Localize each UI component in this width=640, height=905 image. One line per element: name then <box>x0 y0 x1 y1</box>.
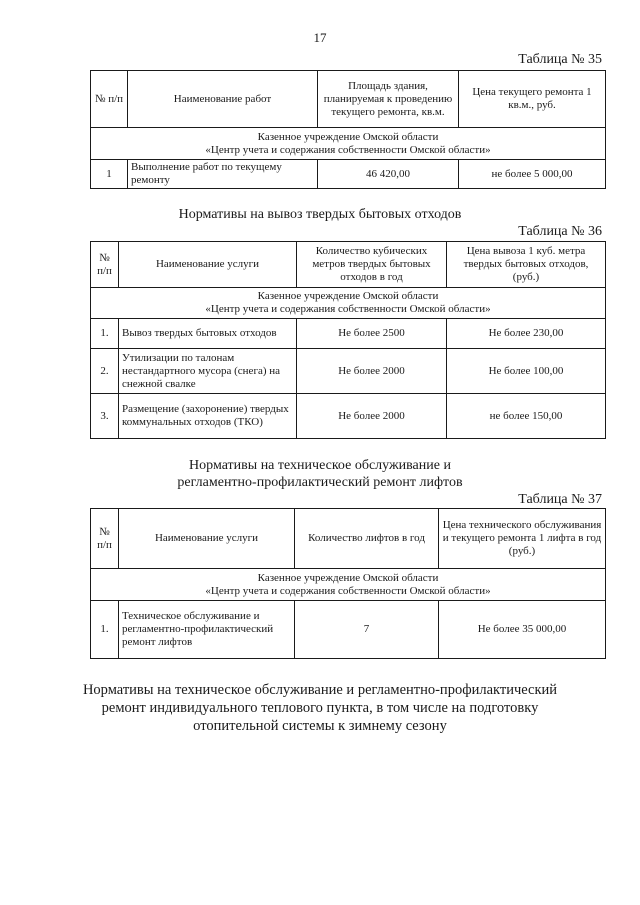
header-price: Цена текущего ремонта 1 кв.м., руб. <box>459 71 606 128</box>
row-price: Не более 35 000,00 <box>439 601 606 659</box>
org-name <box>91 288 606 319</box>
heading-38-line-2: ремонт индивидуального теплового пункта, в том числе на подготовку <box>101 700 539 716</box>
row-num: 3. <box>91 394 119 439</box>
table-35 <box>90 70 606 189</box>
org-row <box>91 569 606 601</box>
org-name <box>91 569 606 601</box>
row-num: 2. <box>91 349 119 394</box>
row-qty: Не более 2000 <box>297 349 447 394</box>
header-num: № п/п <box>91 242 119 288</box>
row-price: не более 5 000,00 <box>459 160 606 189</box>
org-line-1: Казенное учреждение Омской области <box>257 571 439 584</box>
table-header-row <box>91 242 606 288</box>
table-row <box>91 349 606 394</box>
heading-36: Нормативы на вывоз твердых бытовых отходов <box>178 207 462 222</box>
heading-37 <box>0 457 640 491</box>
org-line-2: «Центр учета и содержания собственности Омской области» <box>205 143 491 156</box>
row-name: Вывоз твердых бытовых отходов <box>119 319 297 349</box>
row-area: 46 420,00 <box>318 160 459 189</box>
org-line-2: «Центр учета и содержания собственности Омской области» <box>205 584 491 597</box>
header-name: Наименование услуги <box>119 509 295 569</box>
row-name: Размещение (захоронение) твердых коммунальных отходов (ТКО) <box>119 394 297 439</box>
header-num: № п/п <box>91 509 119 569</box>
org-line-1: Казенное учреждение Омской области <box>257 130 439 143</box>
heading-38-line-3: отопительной системы к зимнему сезону <box>193 718 447 734</box>
row-qty: 7 <box>295 601 439 659</box>
header-name: Наименование работ <box>128 71 318 128</box>
table-36 <box>90 241 606 439</box>
header-qty: Количество лифтов в год <box>295 509 439 569</box>
row-name: Утилизации по талонам нестандартного мусора (снега) на снежной свалке <box>119 349 297 394</box>
row-price: Не более 100,00 <box>447 349 606 394</box>
heading-37-line-1: Нормативы на техническое обслуживание и <box>189 458 451 473</box>
org-row <box>91 128 606 160</box>
row-name: Выполнение работ по текущему ремонту <box>128 160 318 189</box>
heading-38 <box>0 681 640 735</box>
header-price: Цена вывоза 1 куб. метра твердых бытовых отходов, (руб.) <box>447 242 606 288</box>
table-37 <box>90 508 606 659</box>
header-qty: Количество кубических метров твердых бытовых отходов в год <box>297 242 447 288</box>
row-qty: Не более 2000 <box>297 394 447 439</box>
org-name <box>91 128 606 160</box>
row-num: 1 <box>91 160 128 189</box>
table-36-label: Таблица № 36 <box>518 224 602 239</box>
org-row <box>91 288 606 319</box>
heading-37-line-2: регламентно-профилактический ремонт лифтов <box>177 475 463 490</box>
row-price: не более 150,00 <box>447 394 606 439</box>
table-header-row <box>91 509 606 569</box>
table-row <box>91 319 606 349</box>
header-price: Цена технического обслуживания и текущего ремонта 1 лифта в год (руб.) <box>439 509 606 569</box>
row-price: Не более 230,00 <box>447 319 606 349</box>
table-35-label: Таблица № 35 <box>518 52 602 67</box>
table-row <box>91 394 606 439</box>
page-number: 17 <box>313 30 327 45</box>
row-qty: Не более 2500 <box>297 319 447 349</box>
header-name: Наименование услуги <box>119 242 297 288</box>
header-num: № п/п <box>91 71 128 128</box>
heading-38-line-1: Нормативы на техническое обслуживание и регламентно-профилактический <box>82 682 558 698</box>
table-37-label: Таблица № 37 <box>518 492 602 507</box>
row-num: 1. <box>91 601 119 659</box>
org-line-2: «Центр учета и содержания собственности Омской области» <box>205 303 491 315</box>
table-header-row <box>91 71 606 128</box>
table-row <box>91 601 606 659</box>
org-line-1: Казенное учреждение Омской области <box>257 290 439 302</box>
row-name: Техническое обслуживание и регламентно-профилактический ремонт лифтов <box>119 601 295 659</box>
row-num: 1. <box>91 319 119 349</box>
header-area: Площадь здания, планируемая к проведению текущего ремонта, кв.м. <box>318 71 459 128</box>
table-row <box>91 160 606 189</box>
